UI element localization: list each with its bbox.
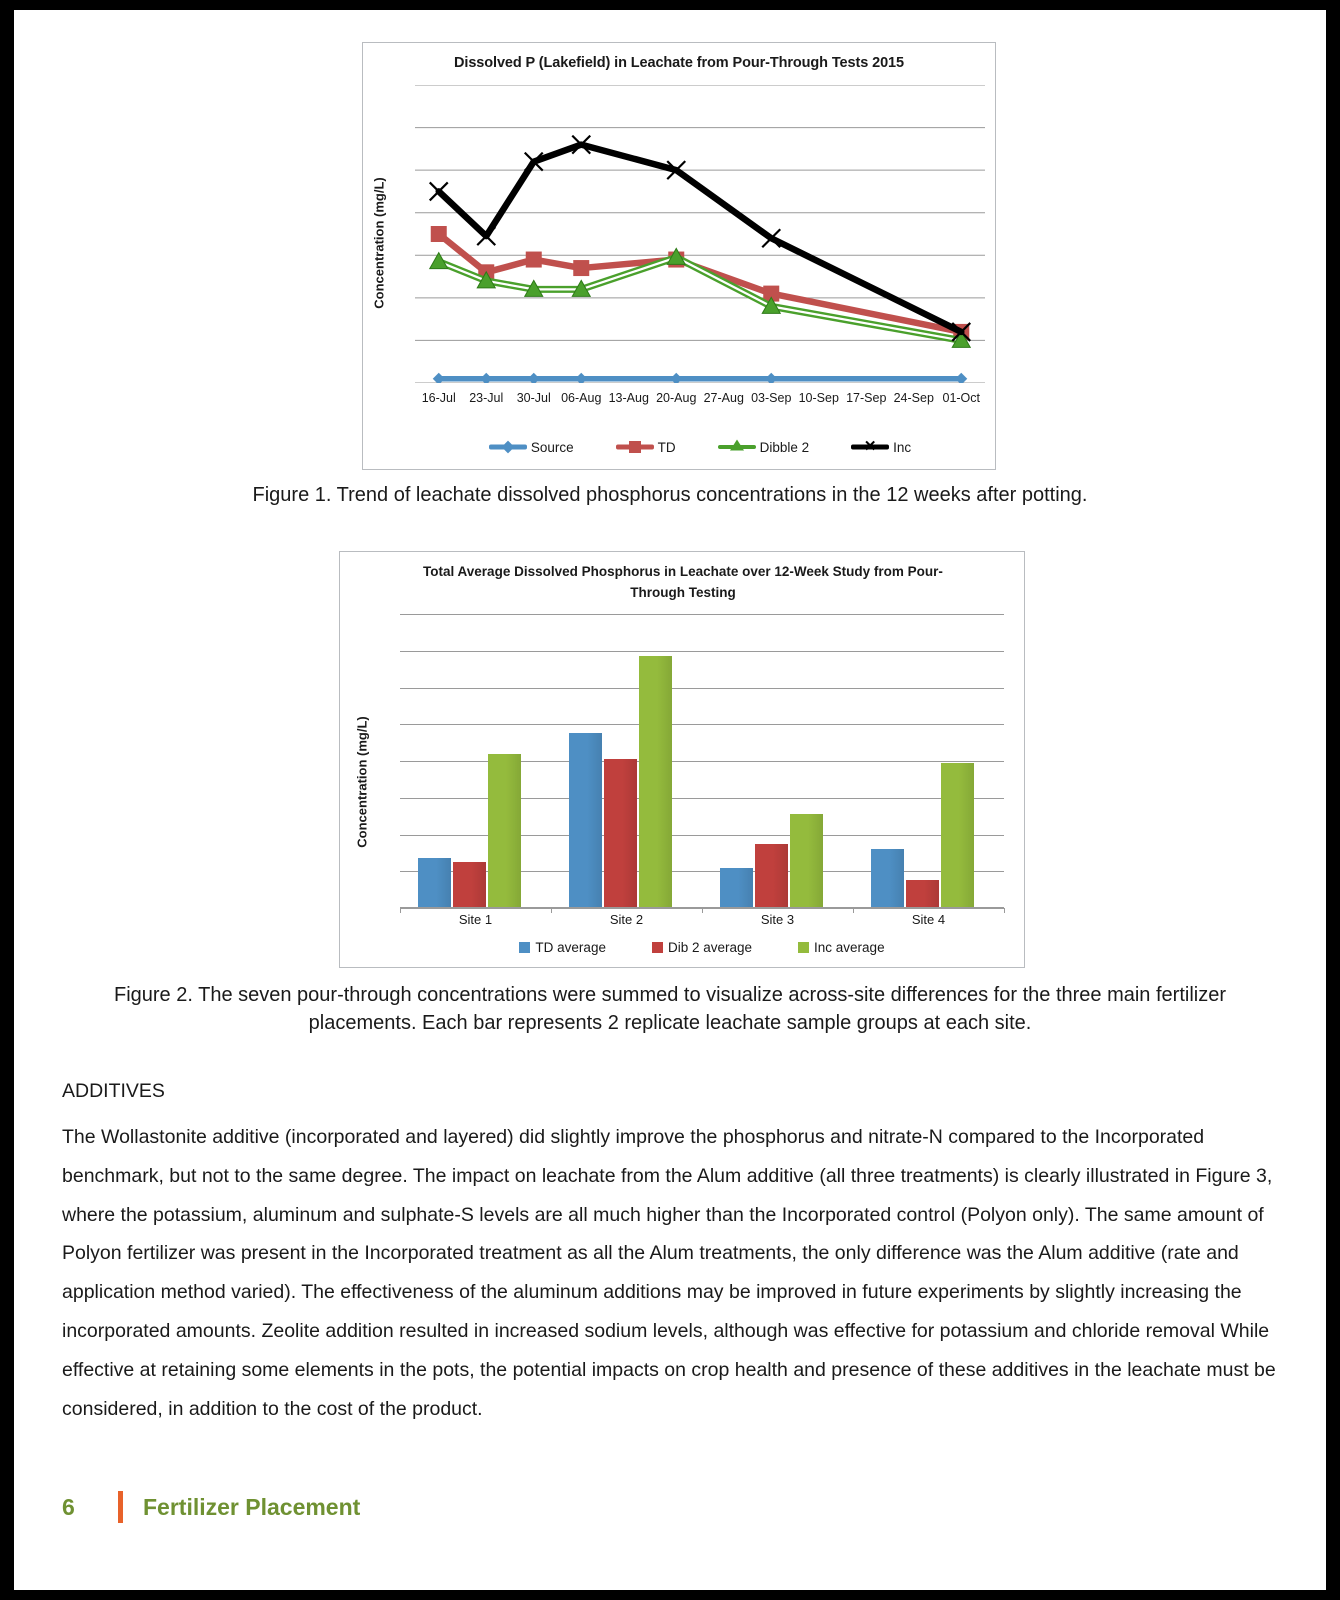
x-tick-label: 06-Aug (561, 391, 602, 405)
x-tick-label: 27-Aug (703, 391, 744, 405)
x-tick-label: 24-Sep (893, 391, 934, 405)
legend-label: Source (530, 439, 574, 455)
figure-1-caption: Figure 1. Trend of leachate dissolved phosphorus concentrations in the 12 weeks after potting. (252, 484, 1088, 506)
data-point-marker (430, 182, 448, 200)
legend-item-td-average[interactable] (519, 940, 606, 955)
data-point-marker (573, 260, 589, 276)
legend-swatch-icon (519, 942, 530, 953)
footer-divider (118, 1491, 123, 1523)
figure-2-chart (339, 551, 1025, 968)
x-tick-label: Site 2 (609, 912, 644, 927)
bar-site-1-dib-2-average (453, 862, 486, 908)
x-tick-label: 16-Jul (421, 391, 456, 405)
legend-item-source[interactable] (489, 440, 574, 455)
x-tick-label: 10-Sep (798, 391, 839, 405)
bar-site-3-td-average (720, 868, 753, 908)
bar-site-3-inc-average (790, 814, 823, 908)
gridline (400, 651, 1004, 652)
chart2-y-axis-label: Concentration (mg/L) (354, 716, 370, 848)
legend-item-inc-average[interactable] (798, 940, 885, 955)
series-source (433, 373, 968, 383)
page-number: 6 (62, 1493, 75, 1520)
x-tick-label: 01-Oct (942, 391, 981, 405)
chart1-x-axis-labels (415, 391, 985, 413)
chart2-legend (400, 940, 1004, 955)
legend-swatch-icon (489, 440, 527, 454)
x-tick-label: 03-Sep (751, 391, 792, 405)
bar-site-2-inc-average (639, 656, 672, 908)
legend-label: Dib 2 average (667, 940, 753, 955)
data-point-marker (526, 252, 542, 268)
chart1-plot-area (415, 85, 985, 383)
bar-site-1-td-average (418, 858, 451, 908)
legend-item-inc[interactable] (851, 440, 911, 455)
bar-site-2-td-average (569, 733, 602, 908)
chart1-title: Dissolved P (Lakefield) in Leachate from Pour-Through Tests 2015 (454, 55, 904, 71)
series-inc (430, 136, 971, 341)
gridline (400, 688, 1004, 689)
x-tick-label: 13-Aug (608, 391, 649, 405)
gridline (400, 614, 1004, 615)
legend-label: TD average (535, 940, 606, 955)
x-tick-label: Site 4 (911, 912, 946, 927)
section-heading-additives: ADDITIVES (62, 1080, 165, 1102)
x-tick-label: 20-Aug (656, 391, 697, 405)
legend-label: Dibble 2 (759, 439, 810, 455)
legend-swatch-icon: ✕ (851, 440, 889, 454)
data-point-marker (477, 227, 495, 245)
gridline (400, 724, 1004, 725)
bar-site-2-dib-2-average (604, 759, 637, 908)
body-paragraph: The Wollastonite additive (incorporated and layered) did slightly improve the phosphorus and nitrate-N compared to the Incorporated benchmark, but not to the same degree. The impact on leachate from the Alum additive (all three treatments) is clearly illustrated in Figure 3, where the potassium, aluminum and sulphate-S levels are all much higher than the Incorporated control (Polyon only). The same amount of Polyon fertilizer was present in the Incorporated treatment as all the Alum treatments, the only difference was the Alum additive (rate and application method varied). The effectiveness of the aluminum additions may be improved in future experiments by slightly increasing the incorporated amounts. Zeolite addition resulted in increased sodium levels, although was effective for potassium and chloride removal While effective at retaining some elements in the pots, the potential impacts on crop health and presence of these additives in the leachate must be considered, in addition to the cost of the product. (62, 1126, 1276, 1420)
legend-label: Inc (893, 439, 912, 455)
footer-title: Fertilizer Placement (143, 1493, 361, 1520)
chart1-y-axis-label: Concentration (mg/L) (371, 177, 387, 309)
legend-swatch-icon (798, 942, 809, 953)
x-tick-label: 30-Jul (516, 391, 551, 405)
document-page (14, 10, 1326, 1590)
chart2-title: Total Average Dissolved Phosphorus in Leachate over 12-Week Study from Pour-Through Testing (423, 564, 943, 600)
data-point-marker (431, 226, 447, 242)
page-footer (62, 1488, 360, 1526)
x-tick-label: 23-Jul (469, 391, 504, 405)
x-tick-label: Site 3 (760, 912, 795, 927)
bar-site-4-td-average (871, 849, 904, 908)
figure-2-caption: Figure 2. The seven pour-through concentrations were summed to visualize across-site differences for the three main fertilizer placements. Each bar represents 2 replicate leachate sample groups at each site. (113, 984, 1226, 1035)
x-tick-label: 17-Sep (846, 391, 887, 405)
x-axis-tick (1004, 908, 1005, 913)
x-tick-label: Site 1 (458, 912, 493, 927)
legend-label: TD (657, 439, 676, 455)
bar-site-4-dib-2-average (906, 880, 939, 908)
figure-1-chart (362, 42, 996, 470)
legend-swatch-icon (718, 440, 756, 454)
legend-item-td[interactable] (616, 440, 676, 455)
chart1-legend (415, 435, 985, 459)
bar-site-1-inc-average (488, 754, 521, 908)
chart2-x-axis-labels (400, 912, 1004, 932)
legend-item-dib-2-average[interactable] (652, 940, 752, 955)
legend-label: Inc average (814, 940, 885, 955)
bar-site-4-inc-average (941, 763, 974, 908)
legend-swatch-icon (616, 440, 654, 454)
legend-swatch-icon (652, 942, 663, 953)
chart2-plot-area (400, 614, 1004, 908)
bar-site-3-dib-2-average (755, 844, 788, 908)
legend-item-dibble-2[interactable] (718, 440, 810, 455)
